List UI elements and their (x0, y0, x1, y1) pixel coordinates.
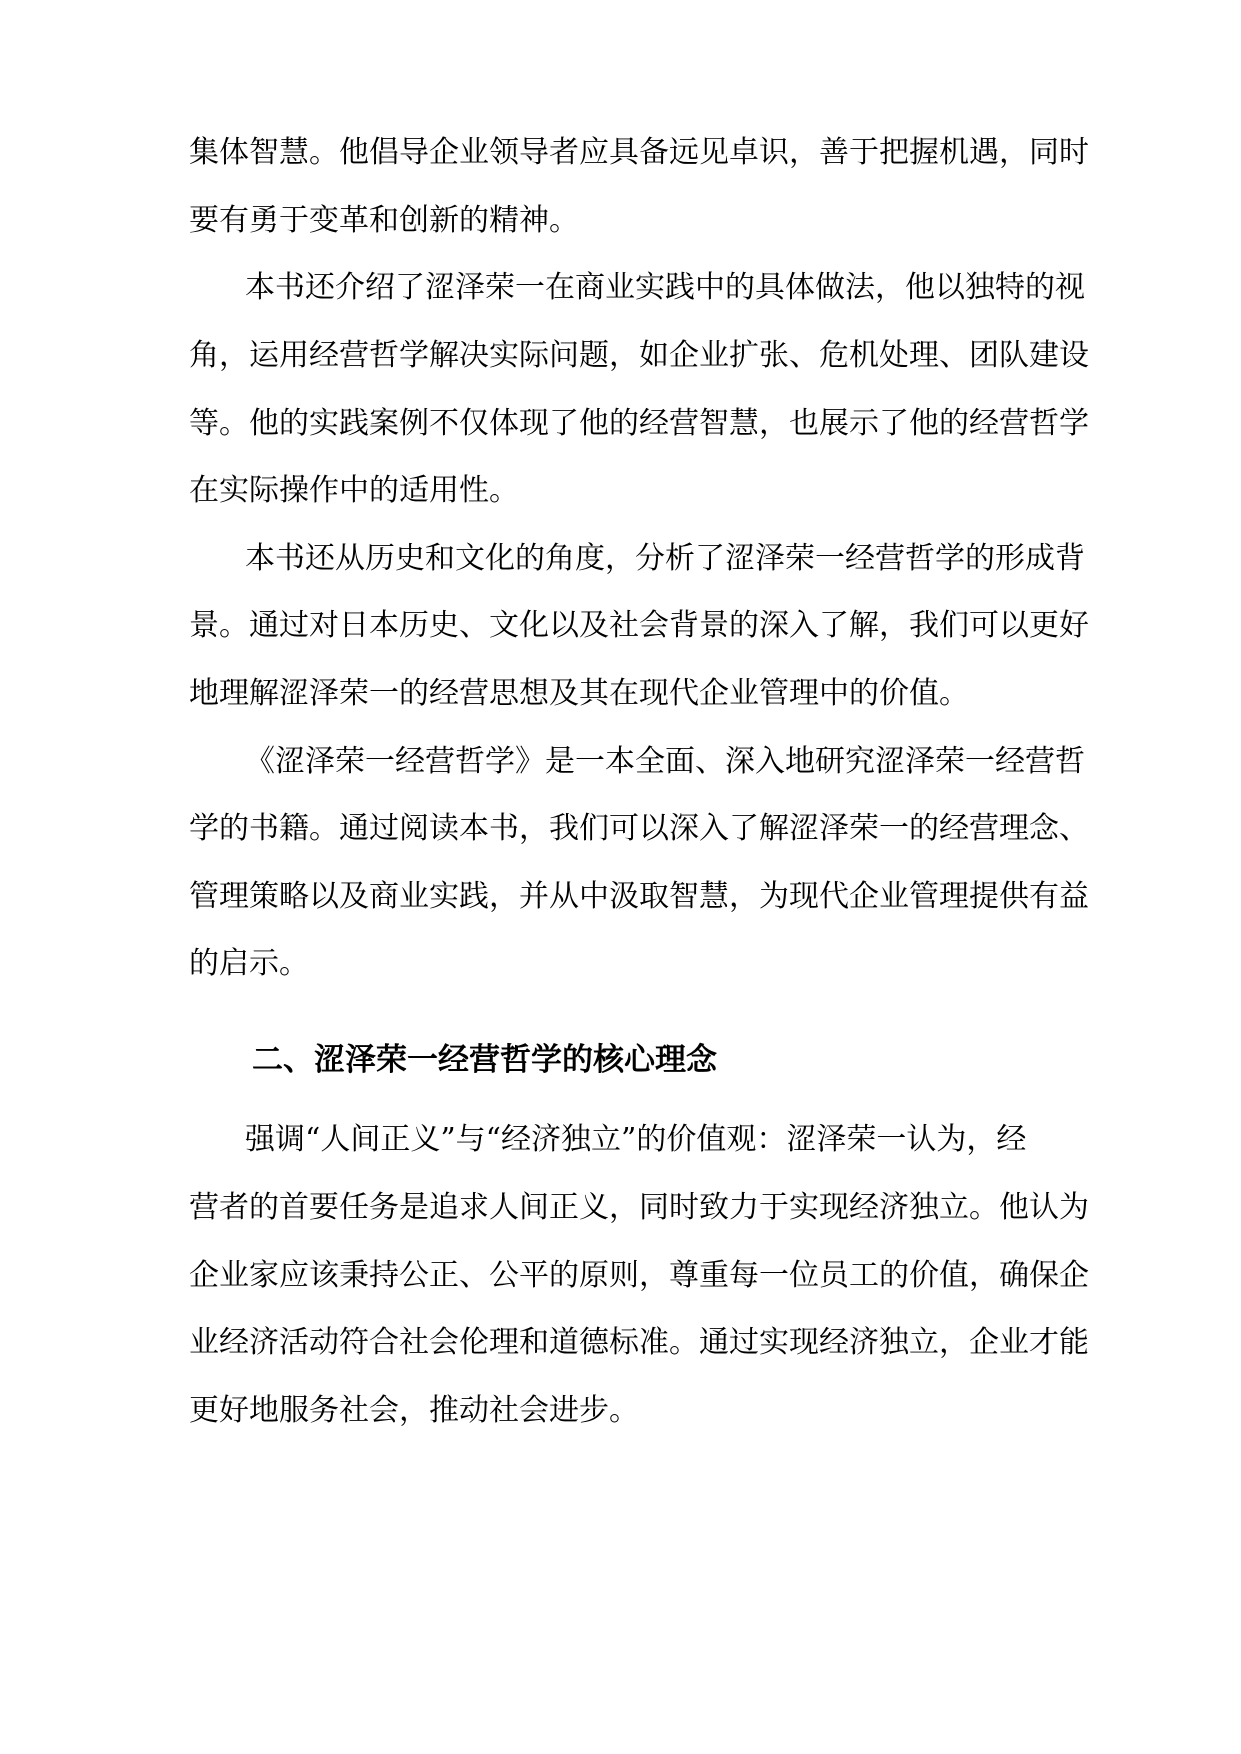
paragraph-3-line-2: 景。通过对日本历史、文化以及社会背景的深入了解，我们可以更好 (189, 608, 1089, 643)
section-paragraph-line-3: 企业家应该秉持公正、公平的原则，尊重每一位员工的价值，确保企 (189, 1258, 1089, 1293)
paragraph-4-line-4: 的启示。 (189, 946, 309, 981)
paragraph-4-line-3: 管理策略以及商业实践，并从中汲取智慧，为现代企业管理提供有益 (189, 879, 1089, 914)
paragraph-1-line-2: 要有勇于变革和创新的精神。 (189, 203, 579, 238)
section-paragraph-line-4: 业经济活动符合社会伦理和道德标准。通过实现经济独立，企业才能 (189, 1325, 1089, 1360)
paragraph-2-line-1: 本书还介绍了涩泽荣一在商业实践中的具体做法，他以独特的视 (245, 270, 1085, 305)
paragraph-4-line-2: 学的书籍。通过阅读本书，我们可以深入了解涩泽荣一的经营理念、 (189, 811, 1089, 846)
section-heading: 二、涩泽荣一经营哲学的核心理念 (252, 1042, 717, 1078)
paragraph-2-line-2: 角，运用经营哲学解决实际问题，如企业扩张、危机处理、团队建设 (189, 338, 1089, 373)
paragraph-3-line-1: 本书还从历史和文化的角度，分析了涩泽荣一经营哲学的形成背 (245, 541, 1085, 576)
paragraph-2-line-3: 等。他的实践案例不仅体现了他的经营智慧，也展示了他的经营哲学 (189, 406, 1089, 441)
section-paragraph-line-5: 更好地服务社会，推动社会进步。 (189, 1393, 639, 1428)
paragraph-3-line-3: 地理解涩泽荣一的经营思想及其在现代企业管理中的价值。 (189, 676, 969, 711)
section-paragraph-line-1: 强调“人间正义”与“经济独立”的价值观：涩泽荣一认为，经 (245, 1122, 1027, 1157)
paragraph-1-line-1: 集体智慧。他倡导企业领导者应具备远见卓识，善于把握机遇，同时 (189, 135, 1089, 170)
section-paragraph-line-2: 营者的首要任务是追求人间正义，同时致力于实现经济独立。他认为 (189, 1190, 1089, 1225)
paragraph-2-line-4: 在实际操作中的适用性。 (189, 473, 519, 508)
paragraph-4-line-1: 《涩泽荣一经营哲学》是一本全面、深入地研究涩泽荣一经营哲 (245, 744, 1085, 779)
